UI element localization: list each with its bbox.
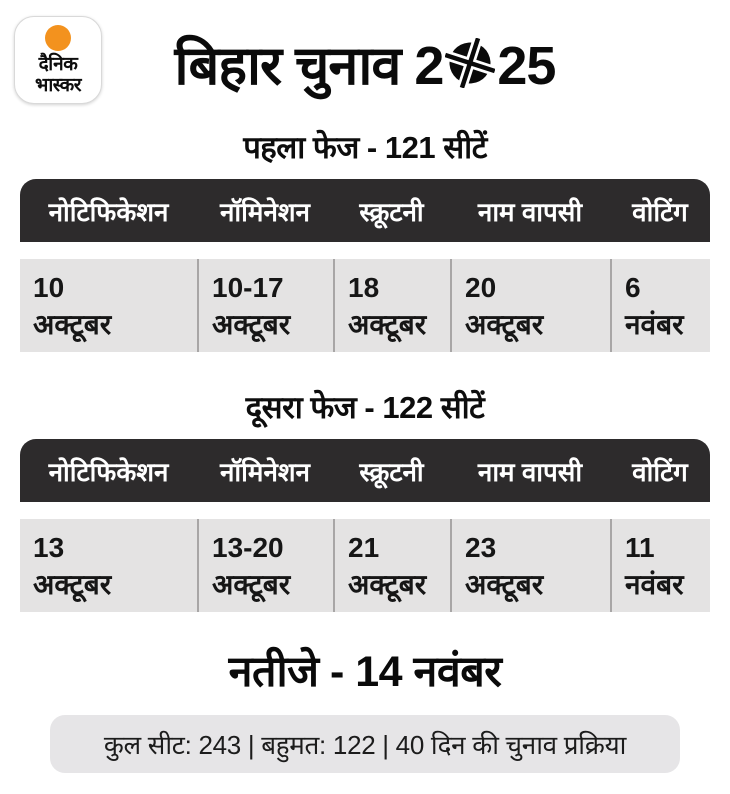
column-header-voting: वोटिंग	[632, 456, 688, 487]
column-header-withdrawal: नाम वापसी	[477, 456, 583, 487]
phase2-heading: दूसरा फेज - 122 सीटें	[245, 390, 485, 425]
cell-month: अक्टूबर	[212, 569, 291, 600]
cell-month: अक्टूबर	[465, 309, 544, 340]
phase2-cell-withdrawal	[450, 519, 610, 612]
cell-month: अक्टूबर	[348, 569, 427, 600]
logo-text-line1: दैनिक	[38, 53, 78, 75]
phase1-table-data-row	[20, 259, 710, 352]
phase2-cell-scrutiny	[333, 519, 450, 612]
cell-month: नवंबर	[625, 569, 684, 600]
logo-text-line2: भास्कर	[34, 74, 82, 96]
phase2-cell-nomination	[197, 519, 333, 612]
phase2-cell-voting	[610, 519, 710, 612]
cell-month: अक्टूबर	[33, 569, 112, 600]
column-header-nomination: नॉमिनेशन	[220, 196, 310, 227]
cell-date: 10	[33, 272, 65, 303]
cell-date: 11	[625, 532, 655, 563]
phase2-cell-notification	[20, 519, 197, 612]
cell-date: 20	[465, 272, 497, 303]
election-target-symbol-icon	[445, 38, 495, 101]
phase1-cell-notification	[20, 259, 197, 352]
cell-month: अक्टूबर	[465, 569, 544, 600]
column-header-notification: नोटिफिकेशन	[48, 196, 169, 227]
column-header-withdrawal: नाम वापसी	[477, 196, 583, 227]
phase1-table-header-row	[20, 179, 710, 242]
phase2-table-header-row	[20, 439, 710, 502]
page-title-prefix: बिहार चुनाव 2	[174, 36, 444, 96]
phase1-cell-nomination	[197, 259, 333, 352]
cell-date: 18	[348, 272, 380, 303]
phase1-cell-voting	[610, 259, 710, 352]
column-header-nomination: नॉमिनेशन	[220, 456, 310, 487]
cell-date: 13-20	[212, 532, 284, 563]
phase2-table-data-row	[20, 519, 710, 612]
cell-date: 6	[625, 272, 641, 303]
cell-date: 10-17	[212, 272, 284, 303]
cell-date: 23	[465, 532, 497, 563]
column-header-scrutiny: स्क्रूटनी	[359, 456, 424, 487]
column-header-scrutiny: स्क्रूटनी	[359, 196, 424, 227]
phase2-table	[20, 439, 710, 612]
cell-date: 21	[348, 532, 380, 563]
results-heading: नतीजे - 14 नवंबर	[228, 648, 502, 696]
header-section	[0, 0, 730, 112]
column-header-voting: वोटिंग	[632, 196, 688, 227]
cell-month: अक्टूबर	[348, 309, 427, 340]
cell-month: नवंबर	[625, 309, 684, 340]
phase1-cell-withdrawal	[450, 259, 610, 352]
phase1-table	[20, 179, 710, 352]
summary-text: कुल सीट: 243 | बहुमत: 122 | 40 दिन की चुनाव प्रक्रिया	[103, 730, 627, 760]
cell-month: अक्टूबर	[33, 309, 112, 340]
summary-box	[50, 715, 680, 773]
phase1-heading: पहला फेज - 121 सीटें	[243, 130, 487, 165]
phase1-cell-scrutiny	[333, 259, 450, 352]
page-title	[0, 26, 730, 101]
page-title-suffix: 25	[497, 36, 556, 96]
cell-date: 13	[33, 532, 65, 563]
cell-month: अक्टूबर	[212, 309, 291, 340]
column-header-notification: नोटिफिकेशन	[48, 456, 169, 487]
